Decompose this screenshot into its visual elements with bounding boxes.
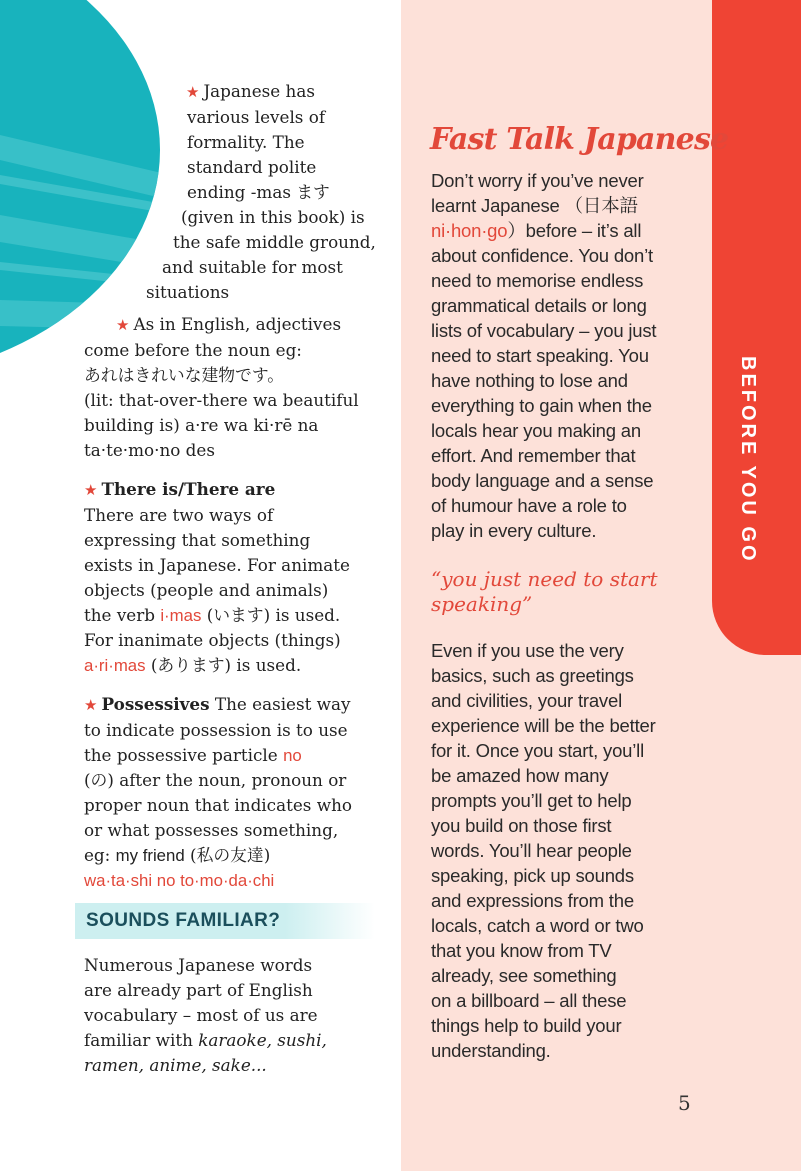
side-tab-label: BEFORE YOU GO: [737, 356, 759, 564]
pull-quote: [431, 567, 658, 617]
fast-talk-title: Fast Talk Japanese: [430, 122, 729, 157]
pull-quote-line-2: speaking”: [431, 592, 533, 616]
possessives-line-1: The easiest way: [209, 694, 351, 714]
red-star-icon: ★: [84, 481, 98, 499]
para2-line-2: basics, such as greetings: [431, 665, 634, 686]
formality-line-1: Japanese has: [203, 81, 315, 101]
para2-line-16: things help to build your: [431, 1015, 622, 1036]
para2-line-6: be amazed how many: [431, 765, 609, 786]
intro-line-14: of humour have a role to: [431, 495, 627, 516]
romaji-imas: i·mas: [160, 606, 202, 625]
bullet-adjectives: [84, 312, 384, 463]
formality-line-9: situations: [146, 282, 230, 302]
red-star-icon: ★: [84, 696, 98, 714]
intro-line-10: everything to gain when the: [431, 395, 652, 416]
para2-line-10: speaking, pick up sounds: [431, 865, 634, 886]
para2-line-12: locals, catch a word or two: [431, 915, 644, 936]
para2-line-8: you build on those first: [431, 815, 612, 836]
romaji-arimas: a·ri·mas: [84, 656, 146, 675]
formality-line-3: formality. The: [187, 132, 305, 152]
intro-line-1: Don’t worry if you’ve never: [431, 170, 644, 191]
para2-line-17: understanding.: [431, 1040, 551, 1061]
formality-line-6: (given in this book) is: [181, 207, 365, 227]
sounds-line-4-italic: karaoke, sushi,: [198, 1030, 327, 1050]
sounds-line-1: Numerous Japanese words: [84, 955, 313, 975]
red-star-icon: ★: [116, 316, 130, 334]
adjectives-line-5: building is) a·re wa ki·rē na: [84, 415, 319, 435]
there-is-line-7: [84, 653, 384, 678]
there-is-line-2: expressing that something: [84, 530, 311, 550]
para2-line-11: and expressions from the: [431, 890, 634, 911]
adjectives-line-3: あれはきれいな建物です。: [84, 365, 285, 385]
intro-line-12: effort. And remember that: [431, 445, 636, 466]
intro-line-8: need to start speaking. You: [431, 345, 649, 366]
possessives-line-4: (の) after the noun, pronoun or: [84, 770, 347, 790]
intro-line-13: body language and a sense: [431, 470, 654, 491]
there-is-line-4: objects (people and animals): [84, 580, 329, 600]
pull-quote-line-1: “you just need to start: [431, 567, 658, 591]
sounds-familiar-text: [84, 953, 384, 1078]
possessives-example-english: my friend: [115, 846, 185, 865]
intro-line-4: about confidence. You don’t: [431, 245, 653, 266]
there-is-line-5-a: the verb: [84, 605, 161, 625]
adjectives-line-6: ta·te·mo·no des: [84, 440, 215, 460]
sounds-line-4-a: familiar with: [84, 1030, 199, 1050]
there-is-heading: There is/There are: [101, 479, 276, 499]
formality-line-7: the safe middle ground,: [173, 232, 376, 252]
intro-line-5: need to memorise endless: [431, 270, 644, 291]
red-star-icon: ★: [186, 83, 200, 101]
adjectives-line-2: come before the noun eg:: [84, 340, 302, 360]
para2-line-13: that you know from TV: [431, 940, 612, 961]
bullet-possessives: [84, 692, 384, 893]
intro-line-11: locals hear you making an: [431, 420, 641, 441]
possessives-line-5: proper noun that indicates who: [84, 795, 352, 815]
there-is-line-6: For inanimate objects (things): [84, 630, 341, 650]
bullet-there-is: [84, 477, 384, 678]
para2-line-7: prompts you’ll get to help: [431, 790, 632, 811]
possessives-heading: Possessives: [101, 694, 210, 714]
sounds-familiar-heading-box: [75, 903, 375, 939]
page-number: 5: [678, 1091, 691, 1115]
para2-line-15: on a billboard – all these: [431, 990, 627, 1011]
intro-line-15: play in every culture.: [431, 520, 597, 541]
intro-line-3-b: ）before – it’s all: [507, 220, 642, 241]
sounds-line-5-italic: ramen, anime, sake...: [84, 1055, 267, 1075]
para2-line-1: Even if you use the very: [431, 640, 624, 661]
adjectives-line-4: (lit: that-over-there wa beautiful: [84, 390, 359, 410]
there-is-line-1: There are two ways of: [84, 505, 274, 525]
intro-line-7: lists of vocabulary – you just: [431, 320, 657, 341]
second-paragraph: [431, 638, 701, 1063]
there-is-line-3: exists in Japanese. For animate: [84, 555, 350, 575]
para2-line-9: words. You’ll hear people: [431, 840, 632, 861]
there-is-line-7-b: (あります) is used.: [145, 655, 302, 675]
formality-line-4: standard polite: [187, 157, 317, 177]
intro-paragraph: [431, 168, 701, 543]
para2-line-3: and civilities, your travel: [431, 690, 622, 711]
intro-line-9: have nothing to lose and: [431, 370, 628, 391]
possessives-line-7-b: (私の友達): [184, 845, 271, 865]
intro-line-6: grammatical details or long: [431, 295, 647, 316]
romaji-no: no: [283, 746, 302, 765]
possessives-line-2: to indicate possession is to use: [84, 720, 348, 740]
romaji-nihongo: ni·hon·go: [431, 220, 508, 241]
romaji-watashi-no-tomodachi: wa·ta·shi no to·mo·da·chi: [84, 871, 275, 890]
adjectives-line-1: As in English, adjectives: [133, 314, 342, 334]
there-is-line-5-b: (います) is used.: [201, 605, 341, 625]
formality-line-2: various levels of: [187, 107, 326, 127]
possessives-line-6: or what possesses something,: [84, 820, 339, 840]
formality-line-5: ending -mas ます: [187, 182, 330, 202]
para2-line-5: for it. Once you start, you’ll: [431, 740, 645, 761]
intro-line-2: learnt Japanese （日本語: [431, 195, 638, 216]
possessives-line-3-a: the possessive particle: [84, 745, 284, 765]
para2-line-14: already, see something: [431, 965, 617, 986]
possessives-line-7-a: eg:: [84, 845, 116, 865]
sounds-line-2: are already part of English: [84, 980, 313, 1000]
sounds-familiar-title: SOUNDS FAMILIAR?: [86, 910, 281, 931]
sounds-line-3: vocabulary – most of us are: [84, 1005, 318, 1025]
para2-line-4: experience will be the better: [431, 715, 656, 736]
there-is-line-5: [84, 603, 384, 628]
formality-line-8: and suitable for most: [162, 257, 343, 277]
bullet-formality: [146, 79, 386, 305]
